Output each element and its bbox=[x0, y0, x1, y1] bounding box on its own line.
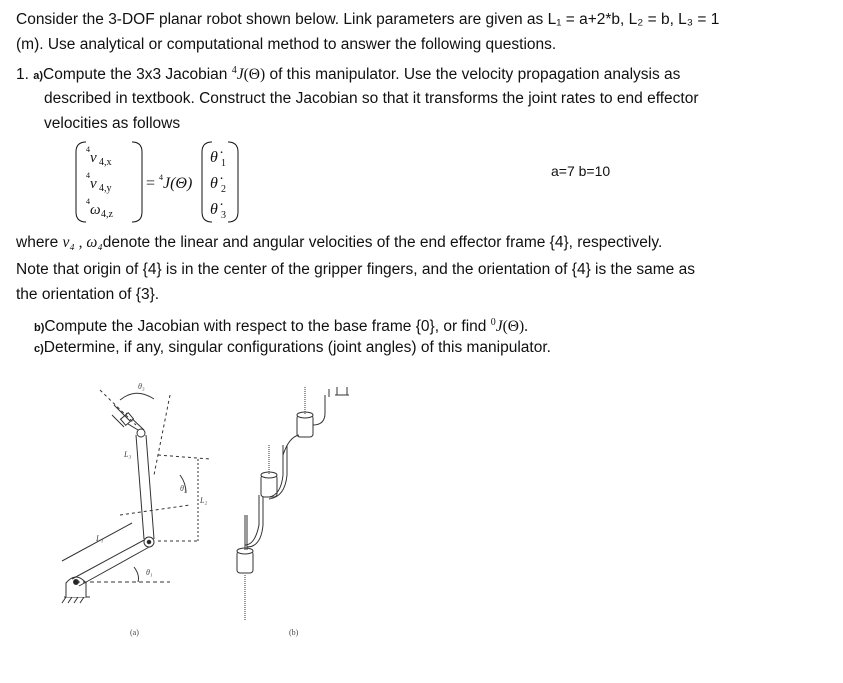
L3-label: L₃ bbox=[124, 450, 132, 459]
parameter-values: a=7 b=10 bbox=[551, 163, 611, 179]
jacobian-frame-superscript: 4 bbox=[231, 65, 237, 76]
question-1a-text-part1: Compute the 3x3 Jacobian bbox=[43, 66, 232, 84]
question-1a-marker: a) bbox=[33, 70, 44, 83]
lhs-sub-1: 4,x bbox=[99, 157, 112, 168]
theta1-label: θ₁ bbox=[146, 568, 153, 577]
lhs-sub-2: 4,y bbox=[99, 183, 112, 194]
lhs-sup-1: 4 bbox=[86, 145, 90, 154]
question-1c bbox=[34, 338, 551, 359]
where-symbols: v₄ , ω₄ bbox=[62, 234, 103, 251]
base-frame-superscript: 0 bbox=[490, 317, 496, 328]
jacobian-argument: (Θ) bbox=[243, 66, 266, 84]
question-1b-text: Compute the Jacobian with respect to the base frame {0}, or find bbox=[44, 318, 491, 336]
jacobian-argument-base: (Θ). bbox=[502, 318, 529, 336]
question-1a-line-1 bbox=[16, 61, 680, 86]
robot-figure-a bbox=[50, 375, 230, 645]
rhs-sym-3: θ̇ bbox=[210, 201, 218, 218]
intro-line-2: (m). Use analytical or computational method to answer the following questions. bbox=[16, 36, 557, 53]
rhs-sym-2: θ̇ bbox=[210, 175, 218, 192]
lhs-sup-2: 4 bbox=[86, 171, 90, 180]
theta2-label: θ₂ bbox=[180, 484, 187, 493]
figure-a-label: (a) bbox=[130, 628, 139, 637]
lhs-sym-2: v bbox=[90, 176, 97, 192]
where-text: denote the linear and angular velocities of the end effector frame {4}, respectively. bbox=[102, 234, 663, 251]
question-1a-line-3: velocities as follows bbox=[44, 115, 181, 132]
question-1c-marker: c) bbox=[34, 343, 44, 355]
jacobian-sup: 4 bbox=[159, 173, 163, 182]
L2-label: L₂ bbox=[200, 496, 208, 505]
lhs-sym-3: ω bbox=[90, 202, 101, 218]
where-line bbox=[16, 233, 662, 253]
question-1b-marker: b) bbox=[34, 322, 45, 335]
rhs-sub-2: 2 bbox=[221, 184, 226, 195]
note-line-2: the orientation of {3}. bbox=[16, 286, 160, 303]
question-1b bbox=[34, 313, 528, 338]
question-1a-text-part2: of this manipulator. Use the velocity propagation analysis as bbox=[265, 66, 681, 84]
question-number: 1. bbox=[16, 66, 34, 84]
jacobian-expr: J(Θ) bbox=[163, 175, 193, 192]
lhs-sup-3: 4 bbox=[86, 197, 90, 206]
note-line-1: Note that origin of {4} is in the center of the gripper fingers, and the orientation of {4} is the same as bbox=[16, 261, 695, 278]
theta3-label: θ₃ bbox=[138, 382, 145, 391]
lhs-sym-1: v bbox=[90, 150, 97, 166]
question-1a-line-2: described in textbook. Construct the Jacobian so that it transforms the joint rates to end effector bbox=[44, 90, 699, 107]
intro-line-1: Consider the 3-DOF planar robot shown below. Link parameters are given as L₁ = a+2*b, L₂ = b, L₃ = 1 bbox=[16, 11, 720, 28]
L1-label: L₁ bbox=[96, 534, 104, 543]
jacobian-symbol: J bbox=[236, 66, 244, 84]
where-prefix: where bbox=[16, 234, 63, 251]
rhs-sub-3: 3 bbox=[221, 210, 226, 221]
question-1c-text: Determine, if any, singular configurations (joint angles) of this manipulator. bbox=[43, 339, 551, 356]
equals-sign: = bbox=[146, 175, 156, 192]
robot-figure-b bbox=[225, 375, 385, 645]
rhs-sub-1: 1 bbox=[221, 158, 226, 169]
figure-b-label: (b) bbox=[289, 628, 299, 637]
velocity-equation bbox=[70, 138, 270, 226]
jacobian-symbol-base: J bbox=[495, 318, 503, 336]
rhs-sym-1: θ̇ bbox=[210, 149, 218, 166]
lhs-sub-3: 4,z bbox=[101, 209, 113, 220]
